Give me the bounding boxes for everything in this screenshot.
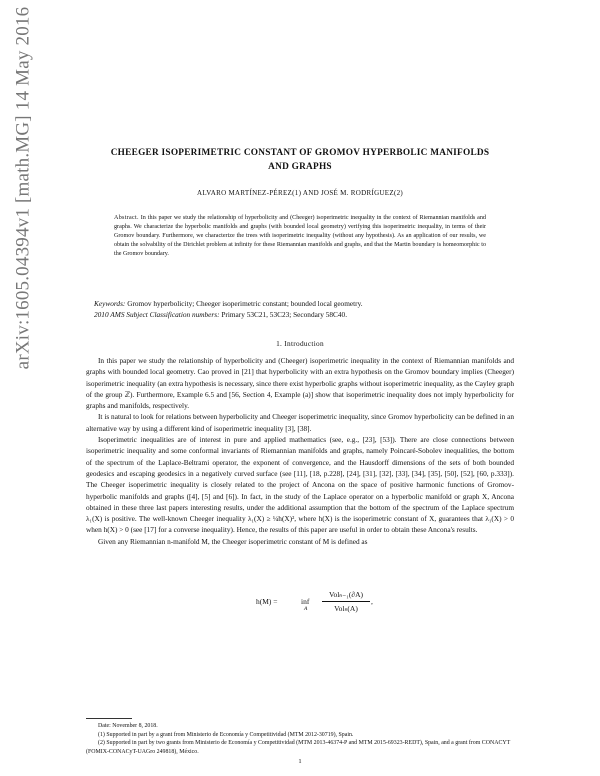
paragraph-1: In this paper we study the relationship of hyperbolicity and (Cheeger) isoperimetric inequality in the context of Riemannian manifolds and graphs with bounded local geometry. Cao proved in [21] that hyperbolicity with an extra hypothesis on the Gromov boundary implies (Cheeger) isoperimetric inequality (an extra hypothesis is necessary, since there exist hyperbolic graphs without isoperimetric inequality, as the Cayley graph of the group ℤ). Furthermore, Example 6.5 and [56, Section 4, Example (a)] show that isoperimetric inequality does not imply hyperbolicity for graphs and manifolds, respectively. <box>86 356 514 411</box>
paper-title-line-2: AND GRAPHS <box>268 162 332 172</box>
page-number: 1 <box>298 758 302 765</box>
paragraph-3: Isoperimetric inequalities are of interest in pure and applied mathematics (see, e.g., [23], [53]). There are close connections between isoperimetric inequality and some conformal invariants of Riemannian manifolds and graphs, namely Poincaré-Sobolev inequalities, the bottom of the spectrum of the Laplace-Beltrami operator, the exponent of convergence, and the Hausdorff dimensions of the sets of both bounded geodesics and escaping geodesics in a negatively curved surface (see [11], [18, p.228], [24], [31], [32], [33], [34], [35], [50], [52], [60, p.333]). The Cheeger isoperimetric inequality is closely related to the project of Ancona on the space of positive harmonic functions of Gromov-hyperbolic manifolds and graphs ([4], [5] and [6]). In fact, in the study of the Laplace operator on a hyperbolic manifold or graph X, Ancona obtained in these three last papers interesting results, under the additional assumption that the bottom of the spectrum of the Laplace spectrum λ₁(X) is positive. The well-known Cheeger inequality λ₁(X) ≥ ¼h(X)², where h(X) is the isoperimetric constant of X, guarantees that λ₁(X) > 0 when h(X) > 0 (see [17] for a converse inequality). Hence, the results of this paper are useful in order to obtain these Ancona's results. <box>86 435 514 535</box>
keywords-text: Gromov hyperbolicity; Cheeger isoperimetric constant; bounded local geometry. <box>127 299 363 308</box>
formula-numerator: Volₙ₋₁(∂A) <box>329 590 363 599</box>
footnote-rule <box>86 718 132 719</box>
abstract-text: In this paper we study the relationship of hyperbolicity and (Cheeger) isoperimetric inequality in the context of Riemannian manifolds and graphs. We characterize the hyperbolic manifolds and graphs (with bounded local geometry) verifying this isoperimetric inequality, in terms of their Gromov boundary. Furthermore, we characterize the trees with isoperimetric inequality (without any hypothesis). As an application of our results, we obtain the solvability of the Dirichlet problem at infinity for these Riemannian manifolds and graphs, and that the Martin boundary is homeomorphic to the Gromov boundary. <box>114 215 486 258</box>
formula-trailing-comma: , <box>371 597 373 606</box>
footnote-date: Date: November 8, 2018. <box>98 723 158 729</box>
formula-denominator: Volₙ(A) <box>334 604 358 613</box>
keywords-label: Keywords: <box>94 299 126 308</box>
formula-fraction-bar <box>322 601 370 602</box>
formula-lhs: h(M) = <box>256 597 278 606</box>
msc-label: 2010 AMS Subject Classification numbers: <box>94 309 220 319</box>
introduction-body <box>86 355 514 547</box>
paper-authors: ALVARO MARTÍNEZ-PÉREZ(1) AND JOSÉ M. RODRÍGUEZ(2) <box>197 189 403 197</box>
arxiv-identifier-text: arXiv:1605.04394v1 [math.MG] 14 May 2016 <box>12 6 34 370</box>
footnote-2: (2) Supported in part by two grants from Ministerio de Economía y Competitividad (MTM 2013-46374-P and MTM 2015-69323-REDT), Spain, and a grant from CONACYT (FOMIX-CONACyT-UAGro 249818), México. <box>86 740 511 755</box>
paragraph-4: Given any Riemannian n-manifold M, the Cheeger isoperimetric constant of M is defined as <box>98 536 368 546</box>
footnote-1: (1) Supported in part by a grant from Ministerio de Economía y Competitividad (MTM 2012-30719), Spain. <box>98 731 354 738</box>
abstract-label: Abstract. <box>114 215 139 221</box>
abstract <box>114 214 486 259</box>
arxiv-identifier-stamp <box>8 6 38 370</box>
formula-inf: inf <box>301 597 310 606</box>
paper-title-line-1: CHEEGER ISOPERIMETRIC CONSTANT OF GROMOV HYPERBOLIC MANIFOLDS <box>110 148 490 158</box>
msc-text: Primary 53C21, 53C23; Secondary 58C40. <box>221 309 348 319</box>
section-heading-introduction: 1. Introduction <box>276 339 324 348</box>
footnotes <box>86 722 514 756</box>
keywords-block <box>94 299 514 321</box>
paragraph-2: It is natural to look for relations between hyperbolicity and Cheeger isoperimetric inequality, since Gromov hyperbolicity can be defined in an alternative way by using a different kind of isoperimetric inequality [3], [38]. <box>86 412 514 433</box>
formula-inf-subscript: A <box>304 606 308 612</box>
paper-title <box>86 146 514 174</box>
